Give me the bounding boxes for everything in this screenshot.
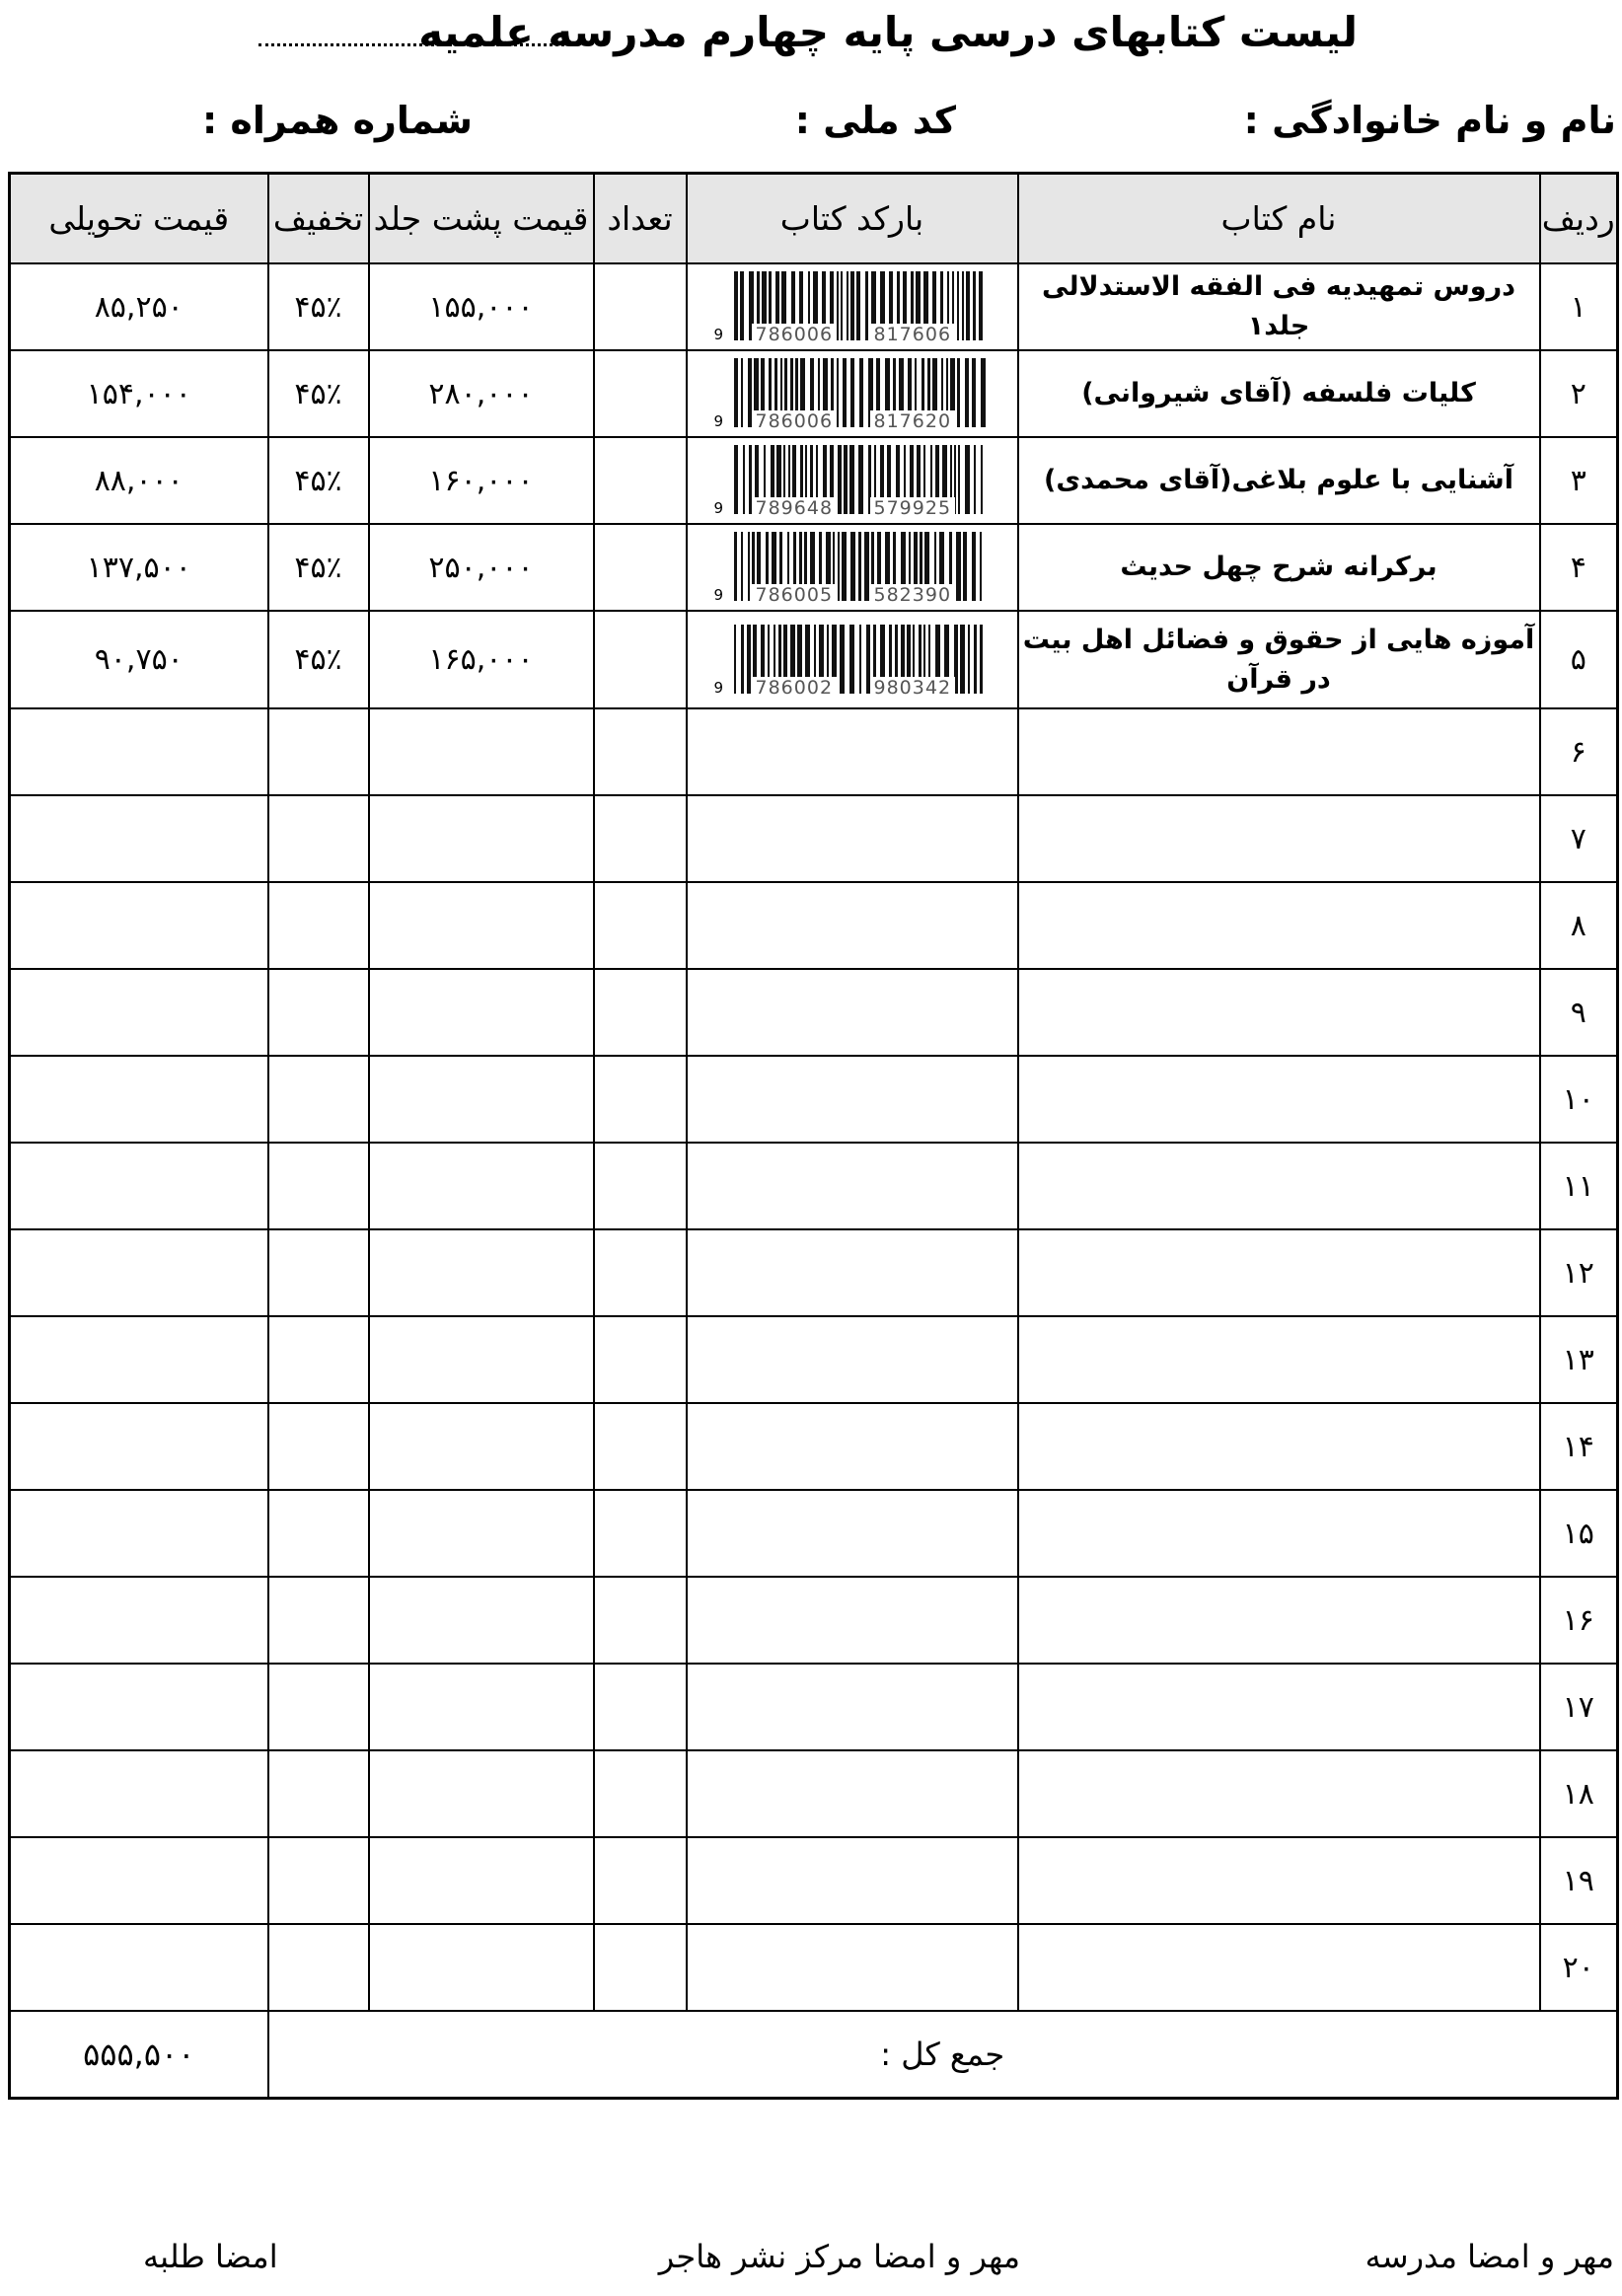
discount-cell[interactable] [268,1229,369,1316]
table-row [10,1750,1618,1837]
cover-price-cell[interactable] [369,1837,594,1924]
delivery-price-cell[interactable] [10,1229,268,1316]
barcode-digits-right: 582390 [870,584,956,606]
book-name-cell[interactable] [1018,1229,1540,1316]
name-label: نام و نام خانوادگی : [1243,99,1616,142]
title-row [0,8,1622,77]
signature-footer [0,2238,1622,2287]
count-cell[interactable] [594,1316,687,1403]
cover-price-cell[interactable] [369,1664,594,1750]
discount: ۴۵٪ [268,524,369,611]
cover-price-cell[interactable] [369,1143,594,1229]
table-row [10,263,1618,350]
count-cell[interactable] [594,1490,687,1577]
barcode-cell[interactable] [687,708,1018,795]
cover-price-cell[interactable] [369,795,594,882]
book-name-cell[interactable] [1018,1490,1540,1577]
discount-cell[interactable] [268,1143,369,1229]
count-cell[interactable] [594,1924,687,2011]
student-info-row [0,99,1622,158]
barcode-digits-left: 786006 [752,324,838,345]
school-signature-label: مهر و امضا مدرسه [1364,2238,1614,2275]
cover-price: ۲۵۰,۰۰۰ [369,524,594,611]
book-name-cell[interactable] [1018,1664,1540,1750]
cover-price: ۱۵۵,۰۰۰ [369,263,594,350]
delivery-price-cell[interactable] [10,1837,268,1924]
barcode-lead-digit: 9 [713,412,724,430]
table-row [10,1577,1618,1664]
cover-price: ۲۸۰,۰۰۰ [369,350,594,437]
delivery-price-cell[interactable] [10,882,268,969]
barcode-cell[interactable] [687,969,1018,1056]
count-cell[interactable] [594,1403,687,1490]
delivery-price-cell[interactable] [10,708,268,795]
row-number: ۴ [1540,524,1618,611]
book-name-cell[interactable] [1018,1750,1540,1837]
discount-cell[interactable] [268,1750,369,1837]
book-name-cell[interactable] [1018,1924,1540,2011]
header-delivery-price: قیمت تحویلی [10,174,268,264]
row-number: ۱۴ [1540,1403,1618,1490]
discount-cell[interactable] [268,1403,369,1490]
barcode-cell[interactable] [687,882,1018,969]
barcode-lead-digit: 9 [713,678,724,697]
delivery-price-cell[interactable] [10,1490,268,1577]
book-name-cell[interactable] [1018,1056,1540,1143]
table-row [10,1316,1618,1403]
book-name: دروس تمهیدیه فی الفقه الاستدلالی جلد۱ [1018,263,1540,350]
row-number: ۱۷ [1540,1664,1618,1750]
barcode-digits-left: 786002 [752,677,838,699]
cover-price-cell[interactable] [369,1316,594,1403]
discount-cell[interactable] [268,795,369,882]
discount-cell[interactable] [268,708,369,795]
discount: ۴۵٪ [268,350,369,437]
cover-price-cell[interactable] [369,1229,594,1316]
delivery-price-cell[interactable] [10,1924,268,2011]
row-number: ۸ [1540,882,1618,969]
count-cell[interactable] [594,1750,687,1837]
row-number: ۱۰ [1540,1056,1618,1143]
barcode-cell[interactable] [687,1664,1018,1750]
barcode-digits-right: 579925 [870,497,956,519]
table-row [10,1664,1618,1750]
cover-price-cell[interactable] [369,1056,594,1143]
row-number: ۱۱ [1540,1143,1618,1229]
total-row [10,2011,1618,2099]
cover-price-cell[interactable] [369,969,594,1056]
cover-price-cell[interactable] [369,1750,594,1837]
total-label: جمع کل : [268,2011,1618,2099]
count-cell[interactable] [594,611,687,708]
table-header-row [10,174,1618,264]
cover-price: ۱۶۰,۰۰۰ [369,437,594,524]
book-name-cell[interactable] [1018,1316,1540,1403]
cover-price-cell[interactable] [369,1403,594,1490]
total-value: ۵۵۵,۵۰۰ [10,2011,268,2099]
book-name-cell[interactable] [1018,1837,1540,1924]
row-number: ۹ [1540,969,1618,1056]
table-row [10,1403,1618,1490]
count-cell[interactable] [594,795,687,882]
table-row [10,1924,1618,2011]
barcode-image [712,355,993,432]
barcode-image [712,622,993,699]
book-name-cell[interactable] [1018,1403,1540,1490]
mobile-label: شماره همراه : [202,99,473,142]
header-cover-price: قیمت پشت جلد [369,174,594,264]
table-row [10,437,1618,524]
book-name: آموزه هایی از حقوق و فضائل اهل بیت در قرآن [1018,611,1540,708]
delivery-price: ۱۳۷,۵۰۰ [10,524,268,611]
count-cell[interactable] [594,1664,687,1750]
discount-cell[interactable] [268,1837,369,1924]
header-discount: تخفیف [268,174,369,264]
cover-price-cell[interactable] [369,882,594,969]
discount-cell[interactable] [268,969,369,1056]
book-name-cell[interactable] [1018,708,1540,795]
header-row-number: ردیف [1540,174,1618,264]
table-row [10,1143,1618,1229]
delivery-price: ۱۵۴,۰۰۰ [10,350,268,437]
table-row [10,708,1618,795]
header-book-name: نام کتاب [1018,174,1540,264]
delivery-price: ۹۰,۷۵۰ [10,611,268,708]
book-name: آشنایی با علوم بلاغی(آقای محمدی) [1018,437,1540,524]
cover-price: ۱۶۵,۰۰۰ [369,611,594,708]
row-number: ۷ [1540,795,1618,882]
header-count: تعداد [594,174,687,264]
discount-cell[interactable] [268,1664,369,1750]
discount-cell[interactable] [268,1490,369,1577]
discount: ۴۵٪ [268,263,369,350]
table-row [10,350,1618,437]
barcode-digits-left: 786005 [752,584,838,606]
barcode-image [712,529,993,606]
barcode-cell[interactable] [687,1316,1018,1403]
row-number: ۵ [1540,611,1618,708]
book-name-cell[interactable] [1018,969,1540,1056]
row-number: ۶ [1540,708,1618,795]
barcode-cell[interactable] [687,1837,1018,1924]
discount: ۴۵٪ [268,611,369,708]
delivery-price: ۸۵,۲۵۰ [10,263,268,350]
barcode-cell[interactable] [687,1229,1018,1316]
table-row [10,524,1618,611]
barcode-digits-left: 786006 [752,410,838,432]
barcode-cell[interactable] [687,1750,1018,1837]
book-name-cell[interactable] [1018,882,1540,969]
book-list-table [8,172,1619,2100]
row-number: ۱۶ [1540,1577,1618,1664]
row-number: ۱۵ [1540,1490,1618,1577]
barcode-cell[interactable] [687,1577,1018,1664]
delivery-price-cell[interactable] [10,1316,268,1403]
row-number: ۱۳ [1540,1316,1618,1403]
discount-cell[interactable] [268,882,369,969]
table-row [10,1490,1618,1577]
barcode-cell [687,524,1018,611]
delivery-price: ۸۸,۰۰۰ [10,437,268,524]
row-number: ۱ [1540,263,1618,350]
cover-price-cell[interactable] [369,1577,594,1664]
count-cell[interactable] [594,350,687,437]
delivery-price-cell[interactable] [10,1664,268,1750]
row-number: ۱۸ [1540,1750,1618,1837]
discount-cell[interactable] [268,1316,369,1403]
count-cell[interactable] [594,882,687,969]
table-row [10,611,1618,708]
table-row [10,1056,1618,1143]
delivery-price-cell[interactable] [10,1056,268,1143]
barcode-cell[interactable] [687,1143,1018,1229]
delivery-price-cell[interactable] [10,1750,268,1837]
barcode-image [712,442,993,519]
book-name-cell[interactable] [1018,795,1540,882]
count-cell[interactable] [594,1056,687,1143]
discount-cell[interactable] [268,1056,369,1143]
count-cell[interactable] [594,1143,687,1229]
page-title: لیست کتابهای درسی پایه چهارم مدرسه علمیه [418,8,1358,56]
barcode-cell [687,263,1018,350]
delivery-price-cell[interactable] [10,1143,268,1229]
barcode-digits-right: 817620 [870,410,956,432]
header-barcode: بارکد کتاب [687,174,1018,264]
count-cell[interactable] [594,263,687,350]
barcode-lead-digit: 9 [713,326,724,343]
barcode-cell[interactable] [687,1403,1018,1490]
row-number: ۱۹ [1540,1837,1618,1924]
barcode-digits-right: 980342 [870,677,956,699]
book-name-cell[interactable] [1018,1143,1540,1229]
barcode-cell[interactable] [687,1924,1018,2011]
table-row [10,882,1618,969]
barcode-cell [687,350,1018,437]
row-number: ۱۲ [1540,1229,1618,1316]
barcode-digits-right: 817606 [870,324,956,345]
barcode-lead-digit: 9 [713,586,724,604]
book-name: برکرانه شرح چهل حدیث [1018,524,1540,611]
row-number: ۲۰ [1540,1924,1618,2011]
count-cell[interactable] [594,1577,687,1664]
table-row [10,969,1618,1056]
count-cell[interactable] [594,708,687,795]
count-cell[interactable] [594,1229,687,1316]
discount-cell[interactable] [268,1577,369,1664]
table-row [10,1229,1618,1316]
count-cell[interactable] [594,437,687,524]
barcode-cell[interactable] [687,1056,1018,1143]
barcode-cell[interactable] [687,1490,1018,1577]
barcode-cell [687,437,1018,524]
barcode-lead-digit: 9 [713,499,724,517]
delivery-price-cell[interactable] [10,1403,268,1490]
center-signature-label: مهر و امضا مرکز نشر هاجر [658,2238,1020,2275]
barcode-image [712,268,993,345]
table-row [10,795,1618,882]
book-name-cell[interactable] [1018,1577,1540,1664]
cover-price-cell[interactable] [369,1490,594,1577]
discount-cell[interactable] [268,1924,369,2011]
delivery-price-cell[interactable] [10,969,268,1056]
row-number: ۳ [1540,437,1618,524]
count-cell[interactable] [594,969,687,1056]
barcode-cell [687,611,1018,708]
barcode-digits-left: 789648 [752,497,838,519]
count-cell[interactable] [594,1837,687,1924]
book-name: کلیات فلسفه (آقای شیروانی) [1018,350,1540,437]
table-row [10,1837,1618,1924]
delivery-price-cell[interactable] [10,1577,268,1664]
count-cell[interactable] [594,524,687,611]
title-dotted-line [258,43,564,46]
barcode-cell[interactable] [687,795,1018,882]
cover-price-cell[interactable] [369,708,594,795]
cover-price-cell[interactable] [369,1924,594,2011]
national-code-label: کد ملی : [794,99,956,142]
student-signature-label: امضا طلبه [143,2238,278,2275]
row-number: ۲ [1540,350,1618,437]
discount: ۴۵٪ [268,437,369,524]
delivery-price-cell[interactable] [10,795,268,882]
